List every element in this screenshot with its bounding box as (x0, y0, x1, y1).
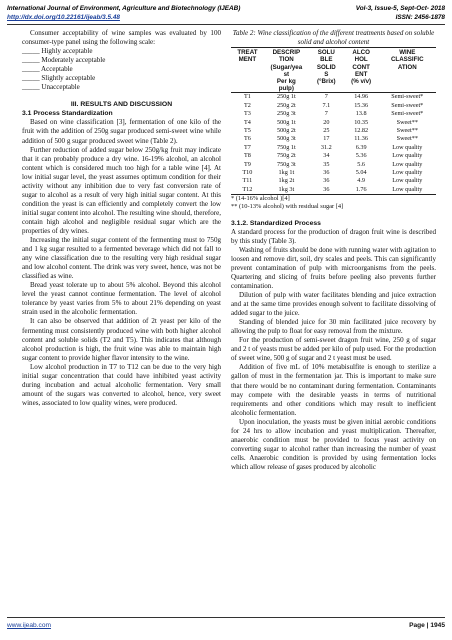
cell-treatment: T6 (243, 135, 251, 143)
cell-soluble-solids: 31.2 (320, 143, 332, 151)
cell-treatment: T12 (231, 186, 264, 195)
cell-soluble-solids: 34 (323, 152, 330, 160)
header-text: S (324, 70, 329, 78)
cell-classification: Low quality (392, 160, 423, 168)
paragraph: Upon inoculation, the yeasts must be given initial aerobic conditions for 24 hrs to allow incubation and yeast multiplication. Thereafter, anaerobic condition must be provided to focus yeast activity on converting sugar to alcohol rather than increasing the number of yeast cells. Anaerobic condition is provided by using fermentation locks which allow release of gases produced by alcoholic (231, 417, 436, 471)
table-row (231, 102, 436, 110)
paragraph: Dilution of pulp with water facilitates blending and juice extraction and at the same time provides enough solvent to facilitate dissolving of added sugar to the juice. (231, 291, 436, 318)
col-header-alcohol (344, 48, 379, 93)
subsection-heading: 3.1.2. Standardized Process (231, 219, 321, 227)
cell-alcohol: 12.82 (354, 127, 369, 135)
cell-treatment: T5 (243, 127, 251, 135)
scale-intro: Consumer acceptability of wine samples was evaluated by 100 consumer-type panel using the following scale: (22, 29, 221, 47)
cell-description: 250g 2t (276, 101, 296, 109)
cell-treatment: T1 (243, 93, 251, 101)
cell-classification: Sweet** (396, 135, 418, 143)
header-text: (% v/v) (351, 78, 372, 85)
header-text: WINE (399, 49, 416, 57)
scale-item: _____ Slightly acceptable (22, 74, 96, 83)
col-header-soluble-solids (309, 48, 344, 93)
left-column (22, 29, 221, 408)
cell-classification: Low quality (392, 143, 423, 151)
running-header (7, 5, 445, 12)
cell-classification: Sweet** (396, 127, 418, 135)
cell-description: 1kg 3t (264, 186, 309, 195)
table-row (231, 144, 436, 152)
scale-item: _____ Moderately acceptable (22, 56, 106, 65)
scale-item: _____ Highly acceptable (22, 47, 93, 56)
header-text: (Sugar/yea (270, 63, 303, 71)
cell-classification: Semi-sweet* (391, 93, 424, 101)
table-row (231, 161, 436, 169)
cell-description: 500g 1t (276, 118, 296, 126)
cell-description: 250g 1t (276, 93, 296, 101)
paragraph: Increasing the initial sugar content of the fermenting must to 750g and 1 kg sugar resulted to a fermented beverage which did not fall to any wine classification due to the resulting very high residual sugar and low alcohol content. The drink was very sweet, hence, was not be classified as wine. (22, 236, 221, 281)
site-link[interactable]: www.ijeab.com (7, 622, 51, 629)
journal-title: International Journal of Environment, Agriculture and Biotechnology (IJEAB) (7, 5, 241, 12)
scale-item: _____ Acceptable (22, 65, 73, 74)
cell-description: 500g 2t (276, 127, 296, 135)
cell-treatment: T3 (243, 110, 251, 118)
header-text: (°Brix) (316, 78, 336, 85)
paragraph: Low alcohol production in T7 to T12 can be due to the very high initial sugar concentration that could have inhibited yeast activity during incubation and actual alcoholic fermentation. Very small amount of the sugars was converted to alcohol, hence, very sweet wines, associated to low quality wines, were produced. (22, 362, 221, 407)
cell-soluble-solids: 7 (324, 110, 328, 118)
header-text: BLE (320, 56, 333, 64)
cell-description: 1kg 1t (278, 169, 295, 177)
paragraph: It can also be observed that addition of 2t yeast per kilo of the fermenting must consistently produced wine with both higher alcohol content and soluble solids (T2 and T5). This indicates that although alcohol production is high, the fruit wine was able to maintain high sugar content to provide higher flavor intensity to the wine. (22, 317, 221, 362)
header-text: ATION (397, 63, 417, 71)
cell-alcohol: 6.39 (355, 143, 367, 151)
cell-treatment: T4 (243, 118, 251, 126)
cell-treatment: T11 (242, 177, 253, 185)
cell-classification: Low quality (379, 186, 436, 195)
cell-soluble-solids: 36 (309, 186, 344, 195)
page-footer (7, 622, 445, 629)
table-row (231, 110, 436, 118)
table-row (231, 127, 436, 135)
cell-soluble-solids: 20 (323, 118, 330, 126)
cell-alcohol: 5.6 (357, 160, 366, 168)
scale-item: _____ Unacceptable (22, 83, 80, 92)
paragraph: Based on wine classification [3], fermentation of one kilo of the fruit with the addition of 250g sugar produced semi-sweet wine while addition of 500 g sugar produced sweet wine (Table 2). (22, 118, 221, 145)
cell-description: 750g 1t (276, 143, 296, 151)
table-row (231, 186, 436, 195)
cell-description: 250g 3t (276, 110, 296, 118)
table-row (231, 93, 436, 102)
col-header-description (264, 48, 309, 93)
header-text: CLASSIFIC (390, 56, 424, 64)
page-number: Page | 1945 (409, 622, 445, 629)
cell-treatment: T8 (243, 152, 251, 160)
table-row (231, 169, 436, 177)
table-body (231, 93, 436, 195)
table-row (231, 152, 436, 160)
cell-alcohol: 4.9 (357, 177, 366, 185)
header-text: HOL (354, 56, 368, 64)
header-text: SOLID (316, 63, 336, 71)
cell-treatment: T7 (243, 143, 251, 151)
header-text: SOLU (317, 49, 335, 57)
cell-alcohol: 11.36 (354, 135, 368, 143)
paragraph: A standard process for the production of dragon fruit wine is described by this study (Table 3). (231, 227, 436, 245)
table-row (231, 177, 436, 185)
header-text: ENT (354, 70, 368, 78)
cell-alcohol: 15.36 (354, 101, 369, 109)
header-text: DESCRIP (272, 49, 301, 57)
col-header-treatment (231, 48, 264, 93)
header-text: pulp) (278, 85, 294, 93)
cell-alcohol: 14.96 (354, 93, 369, 101)
cell-treatment: T9 (243, 160, 251, 168)
paragraph: For the production of semi-sweet dragon fruit wine, 250 g of sugar and 2 t of yeasts must be added per kilo of pulp used. For the production of sweet wine, 500 g of sugar and 2 t yeast must be used. (231, 336, 436, 363)
table-row (231, 135, 436, 143)
cell-alcohol: 13.8 (355, 110, 367, 118)
cell-alcohol: 10.35 (354, 118, 369, 126)
issn: ISSN: 2456-1878 (395, 14, 445, 21)
paragraph: Addition of five mL of 10% metabisulfite is enough to sterilize a gallon of must in the fermentation jar. This is important to make sure that there would be no contaminant during fermentation. Contaminants may compete with the desirable yeasts in terms of nutritional requirements and other conditions which may result to inefficient alcoholic fermentation. (231, 363, 436, 417)
cell-classification: Low quality (392, 152, 423, 160)
header-text: CONT (352, 63, 370, 71)
cell-soluble-solids: 36 (323, 169, 330, 177)
col-header-classification (379, 48, 436, 93)
cell-description: 1kg 2t (278, 177, 295, 185)
doi-link[interactable]: http://dx.doi.org/10.22161/ijeab/3.5.48 (7, 14, 120, 21)
paragraph: Further reduction of added sugar below 250g/kg fruit may indicate that it can probably produce a dry wine. 16-19% alcohol, an alcohol content which is considered much too high for a table wine [4]. At low initial sugar level, the yeast assumes optimum condition for their activity without any inhibition due to very fast conversion rate of sugar to alcohol as a result of very high initial sugar content. At this condition the yeast is can efficiently and completely convert the low initial sugar content into alcohol. The resulting wine should, therefore, contain high alcohol and negligible residual sugar which are the properties of dry wines. (22, 145, 221, 235)
paragraph: Washing of fruits should be done with running water with agitation to loosen and remove dirt, soil, dry scales and peels. This can significantly prevent contamination of pulp with microorganisms from the peels. Quartering and slicing of fruits before peeling also prevents further contamination. (231, 245, 436, 291)
cell-soluble-solids: 25 (323, 127, 330, 135)
table-row (231, 119, 436, 127)
cell-alcohol: 5.04 (355, 169, 367, 177)
table-note: ** (10-13% alcohol) with residual sugar [4] (231, 203, 344, 211)
wine-classification-table (231, 47, 436, 195)
header-text: TREAT (237, 49, 258, 57)
cell-description: 750g 3t (276, 160, 296, 168)
table-note: * (14-16% alcohol )[4] (231, 195, 290, 203)
header-text: TION (278, 56, 294, 64)
cell-soluble-solids: 35 (323, 160, 330, 168)
cell-soluble-solids: 36 (323, 177, 330, 185)
paragraph: Standing of blended juice for 30 min facilitated juice recovery by allowing the pulp to float for easy removal from the mixture. (231, 318, 436, 336)
cell-classification: Semi-sweet* (391, 101, 424, 109)
cell-classification: Sweet** (396, 118, 418, 126)
cell-soluble-solids: 7 (324, 93, 328, 101)
cell-classification: Low quality (392, 169, 423, 177)
cell-treatment: T2 (243, 101, 251, 109)
header-text: Per kg (276, 78, 296, 85)
cell-treatment: T10 (242, 169, 253, 177)
cell-description: 750g 2t (276, 152, 296, 160)
header-text: MENT (238, 56, 257, 64)
doi-line (7, 14, 445, 21)
header-rule (7, 24, 445, 25)
paragraph: Bread yeast tolerate up to about 5% alcohol. Beyond this alcohol level the yeast cannot continue fermentation. The level of alcohol tolerance by yeast varies from 5% to about 21% depending on yeast strain used in the alcoholic fermentation. (22, 281, 221, 317)
section-heading: III. RESULTS AND DISCUSSION (70, 101, 173, 109)
right-column (231, 29, 436, 472)
header-text: st (283, 70, 290, 78)
cell-soluble-solids: 7.1 (322, 101, 331, 109)
footer-rule (7, 617, 445, 618)
cell-classification: Semi-sweet* (391, 110, 424, 118)
volume-issue: Vol-3, Issue-5, Sept-Oct- 2018 (355, 5, 445, 12)
cell-alcohol: 1.76 (344, 186, 379, 195)
header-text: ALCO (352, 49, 370, 57)
subsection-heading: 3.1 Process Standardization (22, 110, 113, 118)
cell-classification: Low quality (392, 177, 423, 185)
cell-soluble-solids: 17 (323, 135, 330, 143)
table-caption: Table 2: Wine classification of the different treatments based on soluble solid and alcohol content (232, 29, 435, 46)
cell-description: 500g 3t (276, 135, 296, 143)
cell-alcohol: 5.36 (355, 152, 367, 160)
